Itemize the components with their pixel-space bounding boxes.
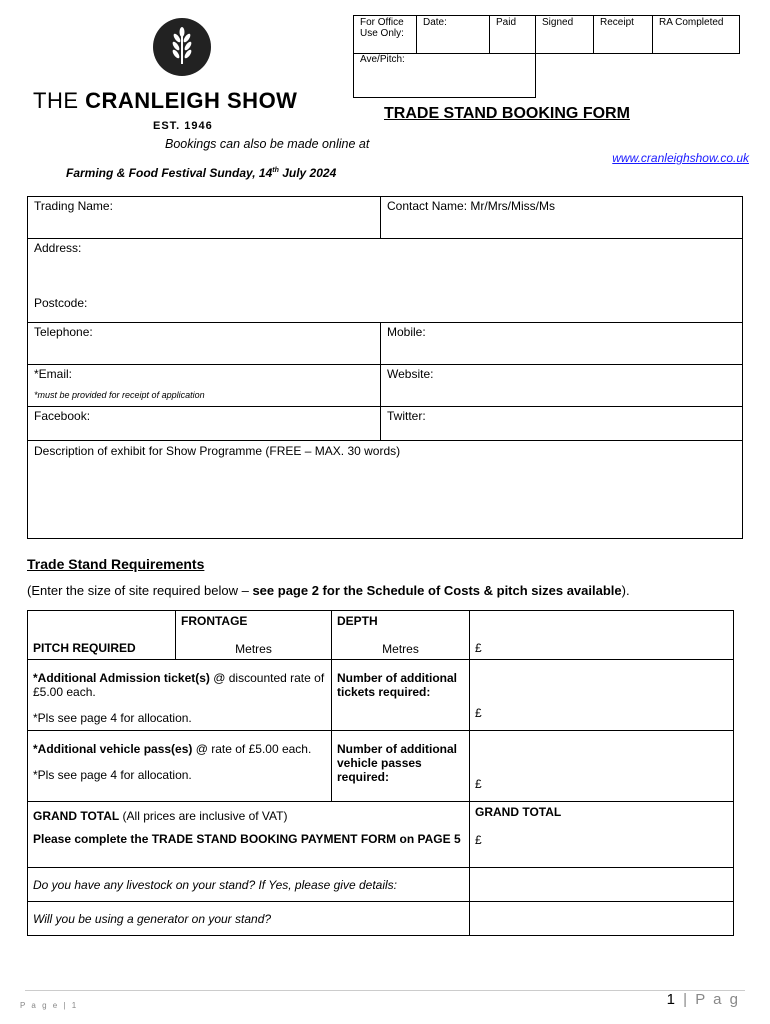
generator-answer-field[interactable]	[470, 902, 734, 936]
brand-name-light: THE	[33, 88, 79, 113]
vehicle-pass-bold: *Additional vehicle pass(es)	[33, 742, 193, 756]
admission-ticket-bold: *Additional Admission ticket(s)	[33, 671, 210, 685]
page-footer-left: P a g e | 1	[20, 1001, 79, 1010]
address-field[interactable]	[28, 239, 743, 323]
vehicle-pass-cost-field[interactable]	[470, 731, 734, 802]
admission-ticket-cost-field[interactable]	[470, 660, 734, 731]
depth-metres: Metres	[382, 642, 419, 656]
requirements-intro-end: ).	[621, 583, 630, 598]
mobile-label: Mobile:	[387, 325, 426, 339]
contact-details-table	[27, 196, 743, 539]
festival-sup: th	[272, 167, 279, 174]
address-label: Address:	[34, 241, 82, 255]
trading-name-field[interactable]	[28, 197, 381, 239]
requirements-title: Trade Stand Requirements	[27, 556, 205, 572]
mobile-field[interactable]	[381, 323, 743, 365]
page-number	[667, 991, 740, 1008]
vehicle-pass-note: *Pls see page 4 for allocation.	[33, 768, 192, 782]
grand-total-label: GRAND TOTAL	[33, 809, 120, 823]
office-receipt-cell: Receipt	[593, 16, 652, 53]
requirements-intro-bold: see page 2 for the Schedule of Costs & pitch sizes available	[252, 583, 622, 598]
grand-total-field[interactable]	[470, 802, 734, 868]
admission-ticket-pound: £	[475, 706, 482, 720]
festival-date	[66, 166, 336, 180]
pitch-required-label: PITCH REQUIRED	[28, 611, 176, 660]
office-use-label: For Office Use Only:	[360, 17, 404, 39]
grand-total-right-label: GRAND TOTAL	[475, 805, 562, 819]
office-signed-cell: Signed	[535, 16, 593, 53]
vehicle-pass-number-field[interactable]	[332, 731, 470, 802]
depth-field[interactable]	[332, 611, 470, 660]
office-ave-pitch-cell	[353, 52, 536, 98]
livestock-answer-field[interactable]	[470, 868, 734, 902]
brand-name	[33, 88, 297, 114]
website-link[interactable]: www.cranleighshow.co.uk	[612, 151, 749, 165]
festival-text: Farming & Food Festival Sunday, 14	[66, 166, 273, 180]
generator-question: Will you be using a generator on your stand?	[28, 902, 470, 936]
office-use-box	[353, 15, 740, 99]
telephone-label: Telephone:	[34, 325, 93, 339]
wheat-icon	[153, 18, 211, 76]
email-label: *Email:	[34, 367, 73, 381]
festival-text-end: July 2024	[278, 166, 337, 180]
admission-ticket-number-field[interactable]	[332, 660, 470, 731]
depth-label: DEPTH	[337, 614, 378, 628]
twitter-field[interactable]	[381, 407, 743, 441]
requirements-table	[27, 610, 734, 936]
trading-name-label: Trading Name:	[34, 199, 113, 213]
website-label: Website:	[387, 367, 434, 381]
requirements-intro	[27, 583, 630, 598]
twitter-label: Twitter:	[387, 409, 426, 423]
postcode-label: Postcode:	[34, 296, 88, 310]
contact-name-label: Contact Name: Mr/Mrs/Miss/Ms	[387, 199, 556, 213]
office-ave-pitch-label: Ave/Pitch:	[360, 54, 405, 65]
office-date-cell: Date:	[416, 16, 489, 53]
office-use-row	[353, 15, 740, 54]
office-paid-cell: Paid	[489, 16, 535, 53]
brand-name-bold: CRANLEIGH SHOW	[85, 88, 298, 113]
footer-divider	[25, 990, 745, 991]
payment-form-instruction: Please complete the TRADE STAND BOOKING PAYMENT FORM on PAGE 5	[33, 832, 461, 846]
page-number-value: 1	[666, 991, 677, 1008]
vehicle-pass-number-label: Number of additional vehicle passes required:	[337, 742, 457, 784]
website-field[interactable]	[381, 365, 743, 407]
description-label: Description of exhibit for Show Programme (FREE – MAX. 30 words)	[34, 444, 401, 458]
frontage-field[interactable]	[176, 611, 332, 660]
form-title: TRADE STAND BOOKING FORM	[384, 105, 630, 122]
facebook-label: Facebook:	[34, 409, 91, 423]
cranleigh-show-logo	[153, 18, 211, 76]
vehicle-pass-cell	[28, 731, 332, 802]
frontage-label: FRONTAGE	[181, 614, 248, 628]
email-note: *must be provided for receipt of application	[34, 390, 205, 400]
grand-total-note: (All prices are inclusive of VAT)	[119, 809, 288, 823]
grand-total-pound: £	[475, 833, 482, 847]
grand-total-cell	[28, 802, 470, 868]
contact-name-field[interactable]	[381, 197, 743, 239]
vehicle-pass-pound: £	[475, 777, 482, 791]
online-booking-text: Bookings can also be made online at	[165, 137, 370, 151]
page-number-word: | P a g	[683, 991, 740, 1008]
description-field[interactable]	[28, 441, 743, 539]
pitch-cost-field[interactable]	[470, 611, 734, 660]
telephone-field[interactable]	[28, 323, 381, 365]
admission-ticket-text: @ discounted rate of £5.00 each.	[33, 671, 325, 699]
admission-ticket-cell	[28, 660, 332, 731]
email-field[interactable]	[28, 365, 381, 407]
admission-ticket-number-label: Number of additional tickets required:	[337, 671, 457, 699]
requirements-intro-text: (Enter the size of site required below –	[27, 583, 253, 598]
frontage-metres: Metres	[235, 642, 272, 656]
office-ra-completed-cell: RA Completed	[652, 16, 739, 53]
pitch-cost-pound: £	[475, 641, 482, 655]
brand-est: EST. 1946	[153, 120, 213, 132]
facebook-field[interactable]	[28, 407, 381, 441]
vehicle-pass-text: @ rate of £5.00 each.	[192, 742, 312, 756]
admission-ticket-note: *Pls see page 4 for allocation.	[33, 711, 192, 725]
livestock-question: Do you have any livestock on your stand? If Yes, please give details:	[28, 868, 470, 902]
